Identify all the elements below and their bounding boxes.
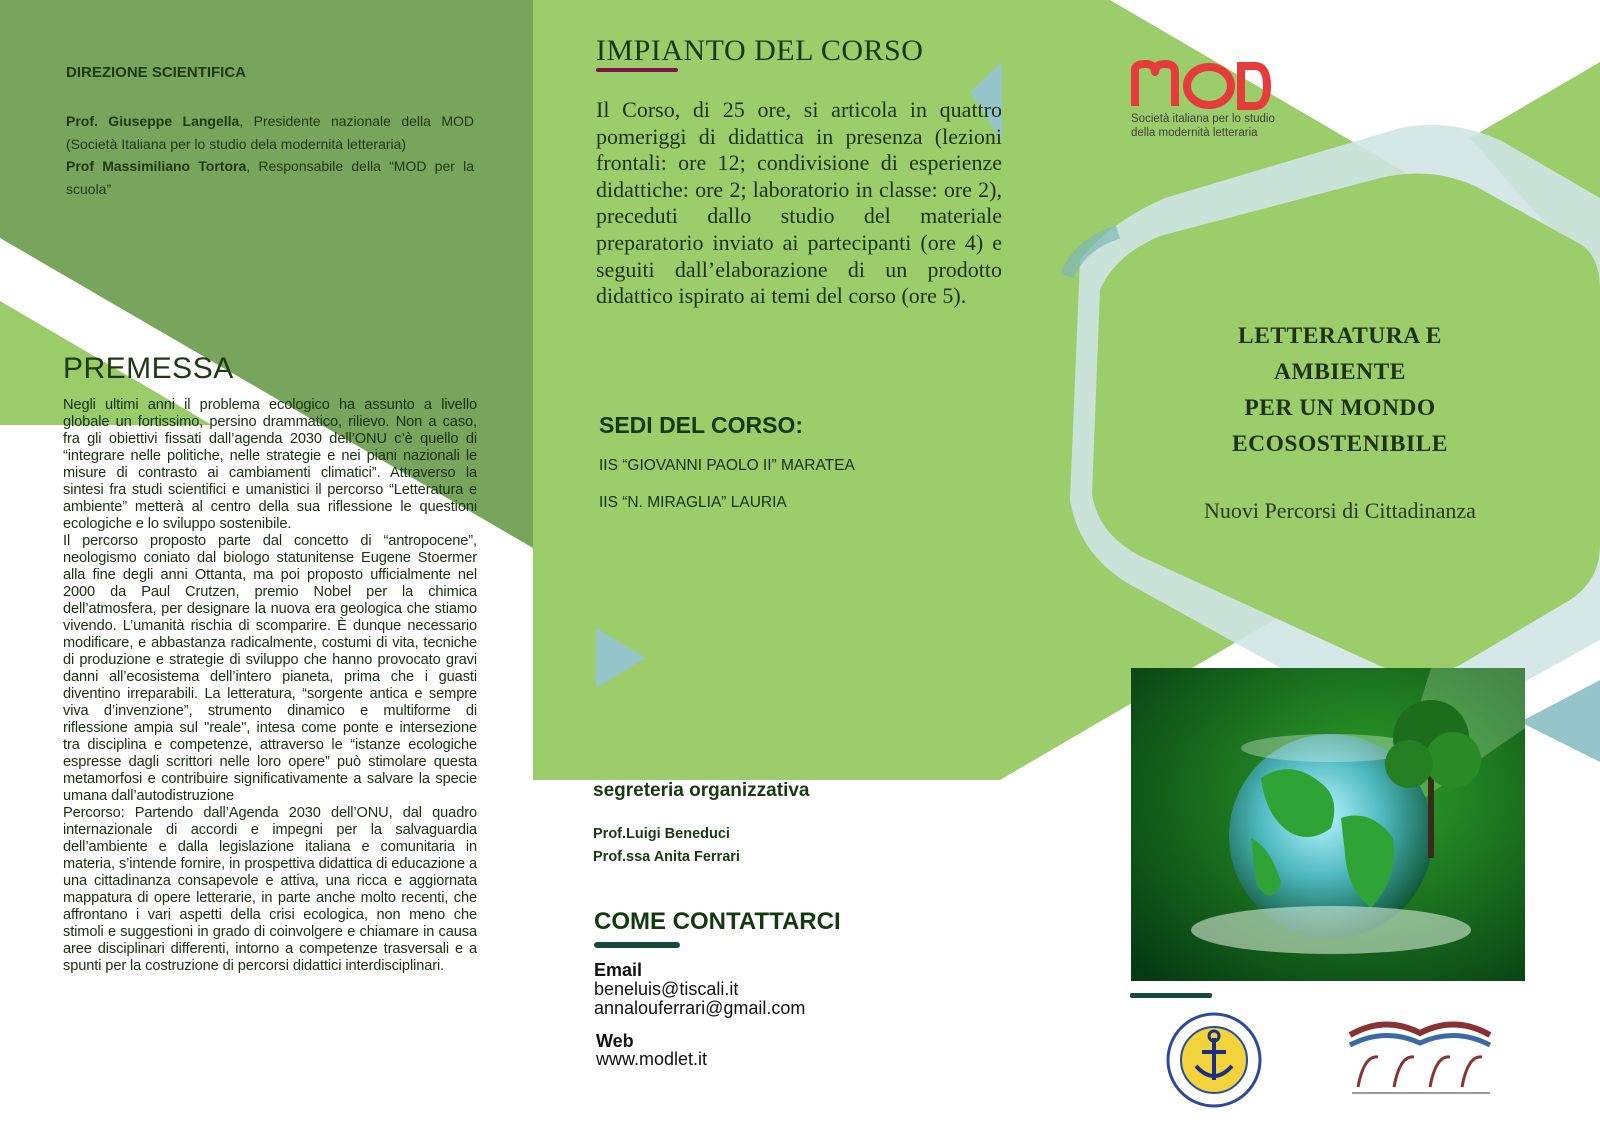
premessa-paragraph-1: Negli ultimi anni il problema ecologico ha assunto a livello globale un fortissimo, persino drammatico, rilievo. Non a caso, fra gli obiettivi fissati dall’agenda 2030 dell’ONU c’è quello di “integrare nelle politiche, nelle strategie e nei piani nazionali le misure di contrasto ai cambiamenti climatici”. Attraverso la sintesi fra studi scientifici e umanistici il percorso “Letteratura e ambiente” metterà al centro della sua riflessione le questioni ecologiche e lo sviluppo sostenibile.: [63, 397, 477, 532]
cover-subtitle: Nuovi Percorsi di Cittadinanza: [1204, 498, 1476, 523]
email-link-1[interactable]: beneluis@tiscali.it: [594, 979, 739, 999]
direzione-person-2: Prof Massimiliano Tortora: [66, 158, 247, 174]
cover-title-line-2: AMBIENTE: [1274, 359, 1406, 385]
cover-title-line-1: LETTERATURA E: [1238, 323, 1442, 349]
direzione-role-2: , Responsabile della “MOD per la scuola”: [66, 158, 474, 197]
email-link-2[interactable]: annalouferrari@gmail.com: [594, 998, 806, 1018]
segreteria-name-1: Prof.Luigi Beneduci: [593, 826, 730, 842]
maratea-logo-ring: [1186, 1010, 1262, 1028]
earth-tree-photo: [1131, 668, 1525, 981]
web-label: Web: [596, 1031, 634, 1051]
premessa-title: PREMESSA: [63, 352, 234, 385]
mod-tagline-line-1: Società italiana per lo studio: [1131, 113, 1275, 125]
sede-item-maratea: IIS “GIOVANNI PAOLO II” MARATEA: [599, 457, 855, 474]
cover-title: [1180, 318, 1500, 462]
email-label: Email: [594, 960, 643, 980]
cover-title-line-4: ECOSOSTENIBILE: [1232, 431, 1448, 457]
direzione-title: DIREZIONE SCIENTIFICA: [66, 64, 247, 81]
segreteria-title: segreteria organizzativa: [593, 780, 810, 801]
premessa-text: [63, 397, 477, 975]
premessa-paragraph-3: Percorso: Partendo dall’Agenda 2030 dell’ONU, dal quadro internazionale di accordi e impegni per la salvaguardia dell’ambiente e dalla legislazione italiana e comunitaria in materia, s’intende fornire, in prospettiva didattica di educazione a una cittadinanza consapevole e attiva, una ricca e aggiornata mappatura di opere letterarie, in parte anche molto recenti, che affrontano i vari aspetti della crisi ecologica, non meno che stimoli e suggestioni in grado di coinvolgere e chiamare in causa aree disciplinari differenti, intorno a competenze trasversali e a spunti per la costruzione di percorsi didattici interdisciplinari.: [63, 805, 477, 974]
premessa-paragraph-2: Il percorso proposto parte dal concetto di “antropocene”, neologismo coniato dal biologo statunitense Eugene Stoermer alla fine degli anni Ottanta, ma poi proposto ufficialmente nel 2000 da Paul Crutzen, premio Nobel per la chimica dell’atmosfera, per designare la nuova era geologica che stiamo vivendo. L’umanità rischia di scomparire. È dunque necessario modificare, e abbastanza radicalmente, costumi di vita, tecniche di produzione e strategie di sviluppo che hanno provocato gravi danni all’ecosistema dell’intero pianeta, prima che i guasti diventino irreparabili. La letteratura, “sorgente antica e sempre viva d’invenzione”, strumento dinamico e multiforme di riflessione ampia sul "reale", intesa come ponte e intersezione tra disciplina e competenze, attraverso le “istanze ecologiche espresse dagli scrittori nelle loro opere” può stimolare questa metamorfosi e contribuire significativamente a salvare la specie umana dall’autodistruzione: [63, 533, 477, 804]
contatti-title: COME CONTATTARCI: [594, 908, 841, 935]
direzione-person-1: Prof. Giuseppe Langella: [66, 113, 240, 129]
segreteria-name-2: Prof.ssa Anita Ferrari: [593, 849, 740, 865]
maratea-logo-top: [1166, 1010, 1183, 1019]
right-accent-bar: [1130, 993, 1212, 998]
direzione-text: [66, 110, 474, 200]
impianto-title: IMPIANTO DEL CORSO: [596, 34, 924, 67]
direzione-role-1: , Presidente nazionale della MOD (Società Italiana per lo studio dela modernità letteraria): [66, 113, 474, 152]
impianto-text: Il Corso, di 25 ore, si articola in quattro pomeriggi di didattica in presenza (lezioni frontali: ore 12; condivisione di esperienze didattiche: ore 2; laboratorio in classe: ore 2), preceduti dallo studio del materiale preparatorio inviato ai partecipanti (ore 4) e seguiti dall’elaborazione di un prodotto didattico ispirato ai temi del corso (ore 5).: [596, 97, 1002, 309]
sede-item-lauria: IIS “N. MIRAGLIA” LAURIA: [599, 494, 787, 511]
impianto-underline: [596, 68, 678, 72]
web-link[interactable]: www.modlet.it: [596, 1049, 708, 1069]
sedi-title: SEDI DEL CORSO:: [599, 412, 804, 438]
mod-tagline-line-2: della modernità letteraria: [1131, 127, 1258, 139]
cover-title-line-3: PER UN MONDO: [1244, 395, 1436, 421]
contatti-underline: [594, 942, 680, 948]
mod-tagline: [1131, 112, 1275, 140]
